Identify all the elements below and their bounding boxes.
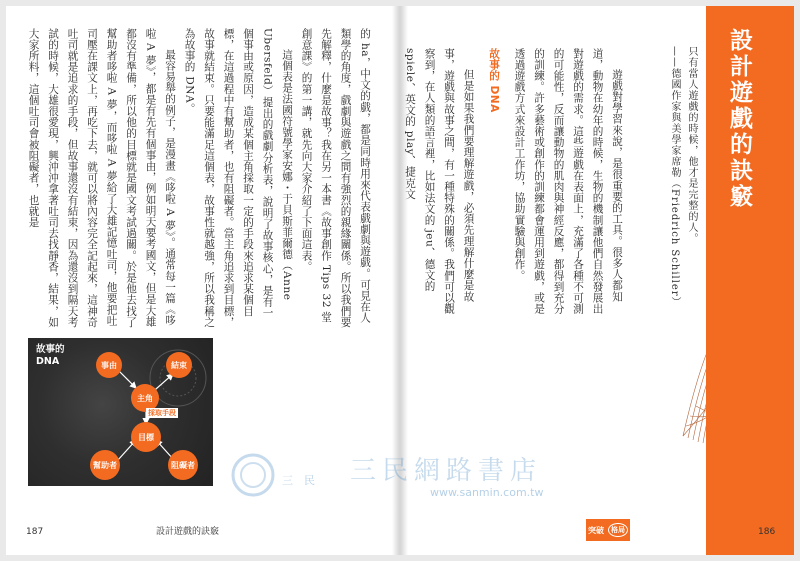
right-page xyxy=(404,6,794,555)
right-paragraph-2: 但是如果我們要理解遊戲，必須先理解什麼是故事，遊戲與故事之間，有一種特殊的關係。我們可以觀察到，在人類的語言裡，比如法文的 jeu、德文的 spiele、英文的 play、捷克文 xyxy=(404,48,475,315)
node-protagonist: 主角 xyxy=(131,384,159,412)
section-heading: 故事的 DNA xyxy=(488,48,500,113)
right-body-text xyxy=(404,48,626,318)
quote-source: ——德國作家與美學家席勒（Friedrich Schiller） xyxy=(669,46,680,308)
left-page-number: 187 xyxy=(26,527,44,537)
epigraph-quote xyxy=(648,46,700,308)
left-body-text xyxy=(14,28,374,328)
series-badge xyxy=(586,519,630,541)
left-paragraph-3: 最容易舉的例子，是漫畫《哆啦 A 夢》。通常每一篇《哆啦 A 夢》，都是有先有個事由，例如明天要考國文，但是大雄都沒有準備，所以他的目標就是國文考試過關。於是他去找了幫助者哆啦 A 夢，而哆啦 A 夢給了大雄記憶吐司，他要把吐司壓在課文上，再吃下去，就可以將內容完全記起來，這神奇吐司就是追求的手段，但故事還沒有結束，因為還沒到隔天考試的時候，大雄很愛現，興沖沖拿著吐司去找靜香，結果，如大家所料，這個吐司會被阻礙者，也就是 xyxy=(27,28,176,328)
left-paragraph-2: 這個表是法國符號學家安娜・于貝斯菲爾德（Anne Ubersfeld）提出的戲劇分析表，說明了故事核心，是有一個事由或原因，造成某個主角採取一定的手段來追求某個目標，在這過程中有幫助者，也有阻礙者。當主角追求到目標，故事就結束。只要能滿足這個表，故事性就越強，所以我稱之為故事的 DNA。 xyxy=(183,28,293,328)
watermark-logo-text: 三 民 xyxy=(282,474,315,487)
watermark-text: 三民網路書店 xyxy=(350,456,543,486)
node-goal: 目標 xyxy=(131,422,161,452)
right-page-number: 186 xyxy=(758,527,776,537)
badge-label-2: 格局 xyxy=(608,523,628,537)
watermark-url: www.sanmin.com.tw xyxy=(430,486,544,499)
page-corner-overlay xyxy=(236,458,392,498)
running-head: 設計遊戲的訣竅 xyxy=(156,527,220,537)
chapter-band xyxy=(706,6,794,555)
node-obstacle: 阻礙者 xyxy=(168,450,198,480)
chapter-title: 設計遊戲的訣竅 xyxy=(726,28,752,210)
node-end: 結束 xyxy=(166,352,192,378)
badge-label-1: 突破 xyxy=(588,525,604,535)
story-dna-diagram xyxy=(28,338,213,486)
diagram-title: 故事的 DNA xyxy=(36,344,65,367)
node-helper: 幫助者 xyxy=(90,450,120,480)
left-page xyxy=(6,6,392,555)
label-means: 採取手段 xyxy=(148,409,176,417)
node-cause: 事由 xyxy=(96,352,122,378)
quote-text: 只有當人遊戲的時候，他才是完整的人。 xyxy=(686,46,697,244)
left-paragraph-1: 的 ha，中文的戲，都是同時用來代表戲劇與遊戲。可見在人類學的角度，戲劇與遊戲之間有強烈的親緣關係。所以我們要先解釋，什麼是故事？我在另一本書《故事創作 Tips 32 堂創意課》的第一講，就先向大家介紹了下面這表。 xyxy=(300,28,371,328)
right-paragraph-1: 遊戲對學習來說，是很重要的工具。很多人都知道，動物在幼年的時候，生物的機制讓他們自然發展出對遊戲的需求。這些遊戲在表面上，充滿了各種不可測的可能性，反而讓動物的肌肉與神經反應，都得到充分的訓練。許多藝術或創作的訓練都會運用到遊戲，或是透過遊戲方式來設計工作坊，協助實驗與創作。 xyxy=(513,48,623,315)
